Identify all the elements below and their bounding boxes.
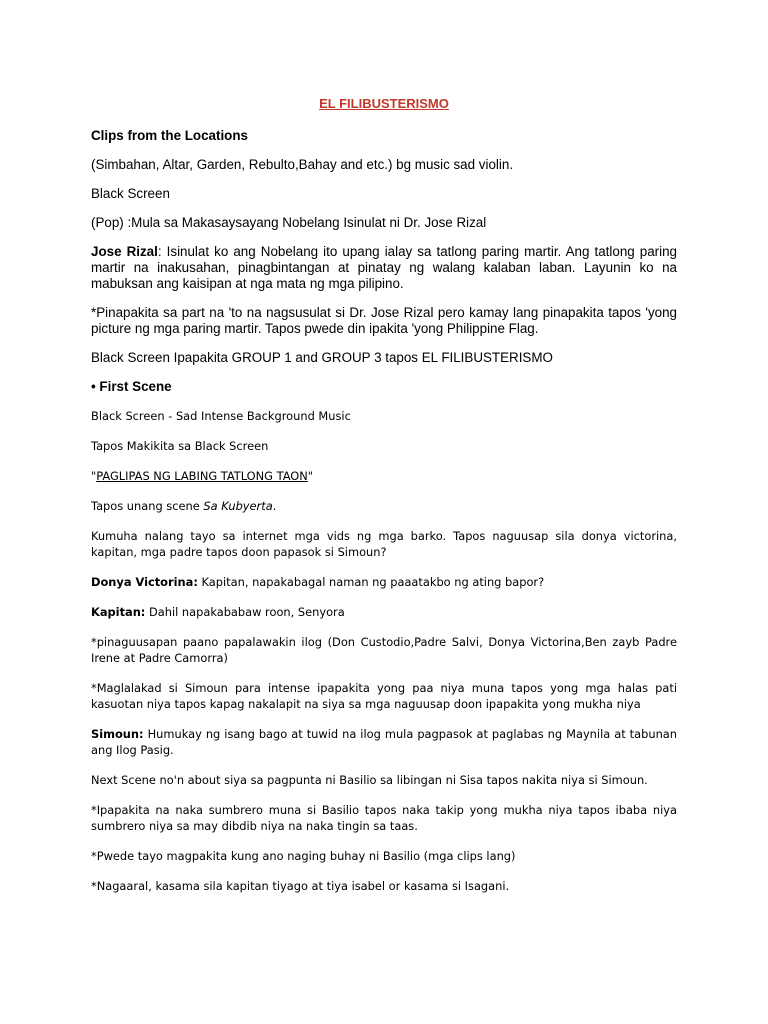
simoun-speaker: Simoun:	[91, 727, 144, 741]
kapitan-speaker: Kapitan:	[91, 605, 146, 619]
donya-dialogue	[91, 574, 677, 590]
quote-open: "	[91, 469, 97, 483]
clips-heading: Clips from the Locations	[91, 128, 248, 143]
kapitan-dialogue	[91, 604, 677, 620]
maglalakad-paragraph: *Maglalakad si Simoun para intense ipapakita yong paa niya muna tapos yong mga halas pati kasuotan niya tapos kapag nakalapit na siya sa mga naguusap doon ipapakita yong mukha niya	[91, 681, 677, 711]
first-scene-label: First Scene	[99, 379, 172, 394]
ipapakita-paragraph: *Ipapakita na naka sumbrero muna si Basilio tapos naka takip yong mukha niya tapos ibaba niya sumbrero niya sa may dibdib niya na naka tingin sa taas.	[91, 803, 677, 833]
document-page	[91, 97, 677, 908]
locations-paragraph: (Simbahan, Altar, Garden, Rebulto,Bahay and etc.) bg music sad violin.	[91, 157, 514, 172]
bullet-glyph: •	[91, 379, 100, 394]
donya-line: Kapitan, napakabagal naman ng paaatakbo ng ating bapor?	[197, 575, 545, 589]
nagaaral-paragraph: *Nagaaral, kasama sila kapitan tiyago at tiya isabel or kasama si Isagani.	[91, 879, 510, 893]
time-skip-quote	[91, 468, 677, 484]
unang-scene-paragraph	[91, 498, 677, 514]
pinapakita-paragraph: *Pinapakita sa part na 'to na nagsusulat si Dr. Jose Rizal pero kamay lang pinapakita tapos 'yong picture ng mga paring martir. Tapos pwede din ipakita 'yong Philippine Flag.	[91, 305, 677, 336]
simoun-dialogue	[91, 726, 677, 758]
makikita-paragraph: Tapos Makikita sa Black Screen	[91, 439, 269, 453]
simoun-line: Humukay ng isang bago at tuwid na ilog mula pagpasok at paglabas ng Maynila at tabunan ang Ilog Pasig.	[91, 727, 677, 757]
rizal-dialogue	[91, 244, 677, 292]
next-scene-paragraph: Next Scene no'n about siya sa pagpunta ni Basilio sa libingan ni Sisa tapos nakita niya si Simoun.	[91, 773, 648, 787]
quote-close: "	[307, 469, 314, 483]
pwede-paragraph: *Pwede tayo magpakita kung ano naging buhay ni Basilio (mga clips lang)	[91, 849, 516, 863]
pinaguusapan-paragraph: *pinaguusapan paano papalawakin ilog (Don Custodio,Padre Salvi, Donya Victorina,Ben zayb Padre Irene at Padre Camorra)	[91, 635, 677, 665]
sad-music-paragraph: Black Screen - Sad Intense Background Music	[91, 409, 351, 423]
first-scene-heading	[91, 379, 677, 395]
document-title: EL FILIBUSTERISMO	[319, 96, 449, 111]
rizal-line: : Isinulat ko ang Nobelang ito upang ialay sa tatlong paring martir. Ang tatlong paring martir na inakusahan, pinagbintangan at pinatay ng walang kalaban laban. Layunin ko na mabuksan ang kaisipan at nga mata ng mga pilipino.	[91, 244, 678, 291]
quote-text: PAGLIPAS NG LABING TATLONG TAON	[96, 469, 308, 483]
kapitan-line: Dahil napakababaw roon, Senyora	[145, 605, 345, 619]
donya-speaker: Donya Victorina:	[91, 575, 198, 589]
rizal-speaker: Jose Rizal	[91, 244, 158, 259]
unang-scene-pre: Tapos unang scene	[91, 499, 204, 513]
pop-paragraph: (Pop) :Mula sa Makasaysayang Nobelang Isinulat ni Dr. Jose Rizal	[91, 215, 487, 230]
unang-scene-italic: Sa Kubyerta	[203, 499, 273, 513]
kumuha-paragraph: Kumuha nalang tayo sa internet mga vids ng mga barko. Tapos naguusap sila donya victorina, kapitan, mga padre tapos doon papasok si Simoun?	[91, 529, 677, 559]
group-paragraph: Black Screen Ipapakita GROUP 1 and GROUP 3 tapos EL FILIBUSTERISMO	[91, 350, 553, 365]
unang-scene-post: .	[272, 499, 277, 513]
black-screen-paragraph: Black Screen	[91, 186, 170, 201]
